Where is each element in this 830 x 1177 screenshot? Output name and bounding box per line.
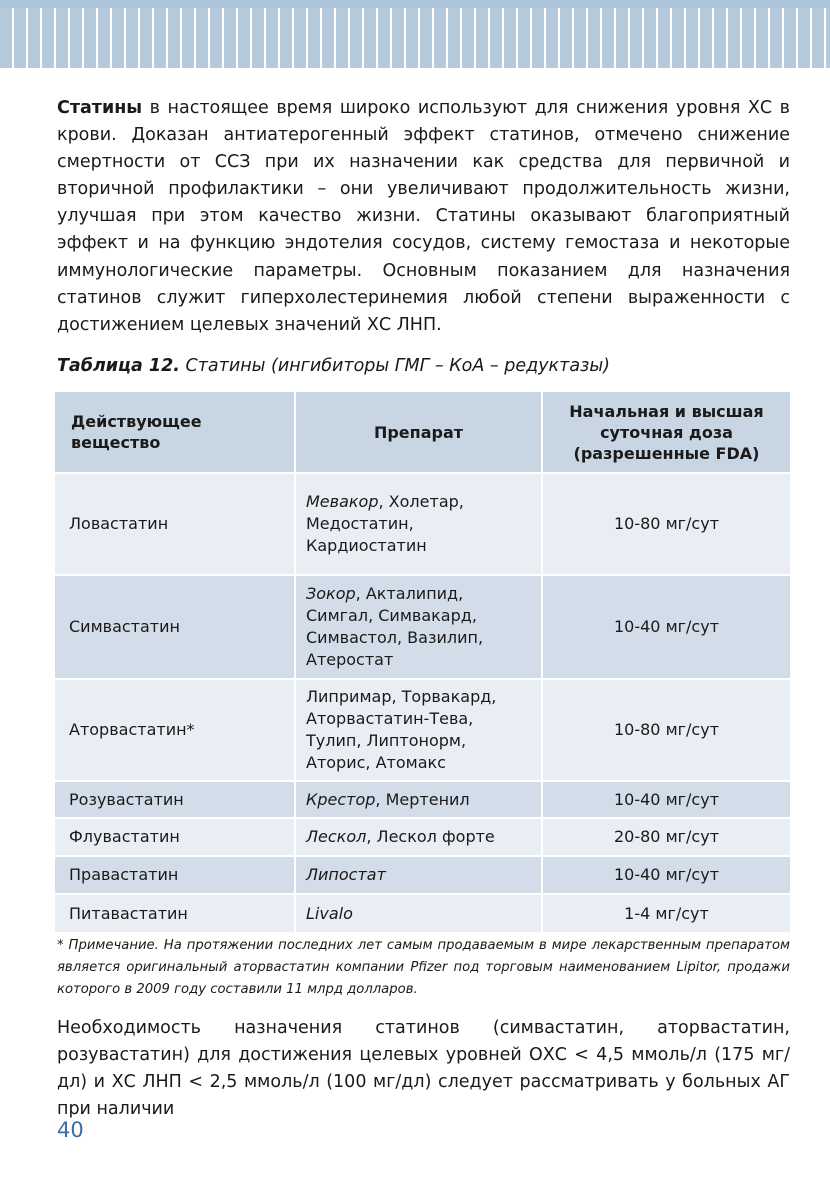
intro-paragraph (57, 95, 790, 339)
brand-name: Крестор (306, 789, 376, 809)
table-footnote: * Примечание. На протяжении последних лет самым продаваемым в мире лекарственным препаратом является оригинальный аторвастатин компании Pfizer под торговым наименованием Lipitor, продажи которого в 2009 году составили 11 млрд долларов. (57, 938, 790, 997)
table-row (55, 781, 790, 818)
table-caption-title: Статины (ингибиторы ГМГ – КоА – редуктазы) (179, 356, 610, 376)
table-caption (57, 356, 610, 376)
brand-name: Livalo (306, 903, 353, 923)
substance-cell: Флувастатин (55, 818, 295, 856)
brand-name: Липостат (306, 865, 386, 884)
drug-cell (295, 894, 542, 932)
table-row (55, 856, 790, 894)
decorative-header-band (0, 0, 830, 68)
drug-cell (295, 781, 542, 818)
dose-cell: 20-80 мг/сут (542, 818, 790, 856)
substance-cell: Ловастатин (55, 473, 295, 575)
drug-names: , Лескол форте (366, 827, 495, 846)
table-row (55, 894, 790, 932)
drug-cell (295, 575, 542, 679)
substance-cell: Симвастатин (55, 575, 295, 679)
dose-cell: 10-40 мг/сут (542, 575, 790, 679)
substance-cell: Питавастатин (55, 894, 295, 932)
drug-cell (295, 856, 542, 894)
dose-cell: 10-80 мг/сут (542, 679, 790, 781)
table-row (55, 679, 790, 781)
intro-text: в настоящее время широко используют для снижения уровня ХС в крови. Доказан антиатерогенный эффект статинов, отмечено снижение смертности от ССЗ при их назначении как средства для первичной и вторичной профилактики – они увеличивают продолжительность жизни, улучшая при этом качество жизни. Статины оказывают благоприятный эффект и на функцию эндотелия сосудов, систему гемостаза и некоторые иммунологические параметры. Основным показанием для назначения статинов служит гиперхолестеринемия любой степени выраженности с достижением целевых значений ХС ЛНП. (57, 98, 790, 335)
outro-paragraph: Необходимость назначения статинов (симвастатин, аторвастатин, розувастатин) для достижения целевых уровней ОХС < 4,5 ммоль/л (175 мг/дл) и ХС ЛНП < 2,5 ммоль/л (100 мг/дл) следует рассматривать у больных АГ при наличии (57, 1018, 790, 1120)
drug-names: , Акталипид, Симгал, Симвакард, Симвастол, Вазилип, Атеростат (306, 584, 484, 669)
table-row (55, 473, 790, 575)
dose-cell: 10-40 мг/сут (542, 781, 790, 818)
substance-cell: Аторвастатин* (55, 679, 295, 781)
drug-cell (295, 818, 542, 856)
drug-cell (295, 679, 542, 781)
table-caption-number: Таблица 12. (57, 356, 180, 376)
table-header-row (55, 392, 790, 473)
table-row (55, 575, 790, 679)
brand-name: Мевакор (306, 492, 379, 511)
statins-table (55, 392, 790, 932)
drug-names: Липримар, Торвакард, Аторвастатин-Тева, Тулип, Липтонорм, Аторис, Атомакс (306, 687, 497, 772)
dose-cell: 10-40 мг/сут (542, 856, 790, 894)
brand-name: Лескол (306, 827, 367, 846)
substance-cell: Розувастатин (55, 781, 295, 818)
intro-lead: Статины (57, 98, 143, 118)
dose-cell: 10-80 мг/сут (542, 473, 790, 575)
substance-cell: Правастатин (55, 856, 295, 894)
header-dose: Начальная и высшая суточная доза (разрешенные FDA) (542, 392, 790, 473)
drug-names: , Мертенил (375, 789, 470, 809)
table-row (55, 818, 790, 856)
page-number: 40 (57, 1118, 84, 1142)
drug-names: , Холетар, Медостатин, Кардиостатин (306, 492, 464, 555)
header-substance: Действующее вещество (55, 392, 295, 473)
brand-name: Зокор (306, 584, 356, 603)
dose-cell: 1-4 мг/сут (542, 894, 790, 932)
drug-cell (295, 473, 542, 575)
header-drug: Препарат (295, 392, 542, 473)
